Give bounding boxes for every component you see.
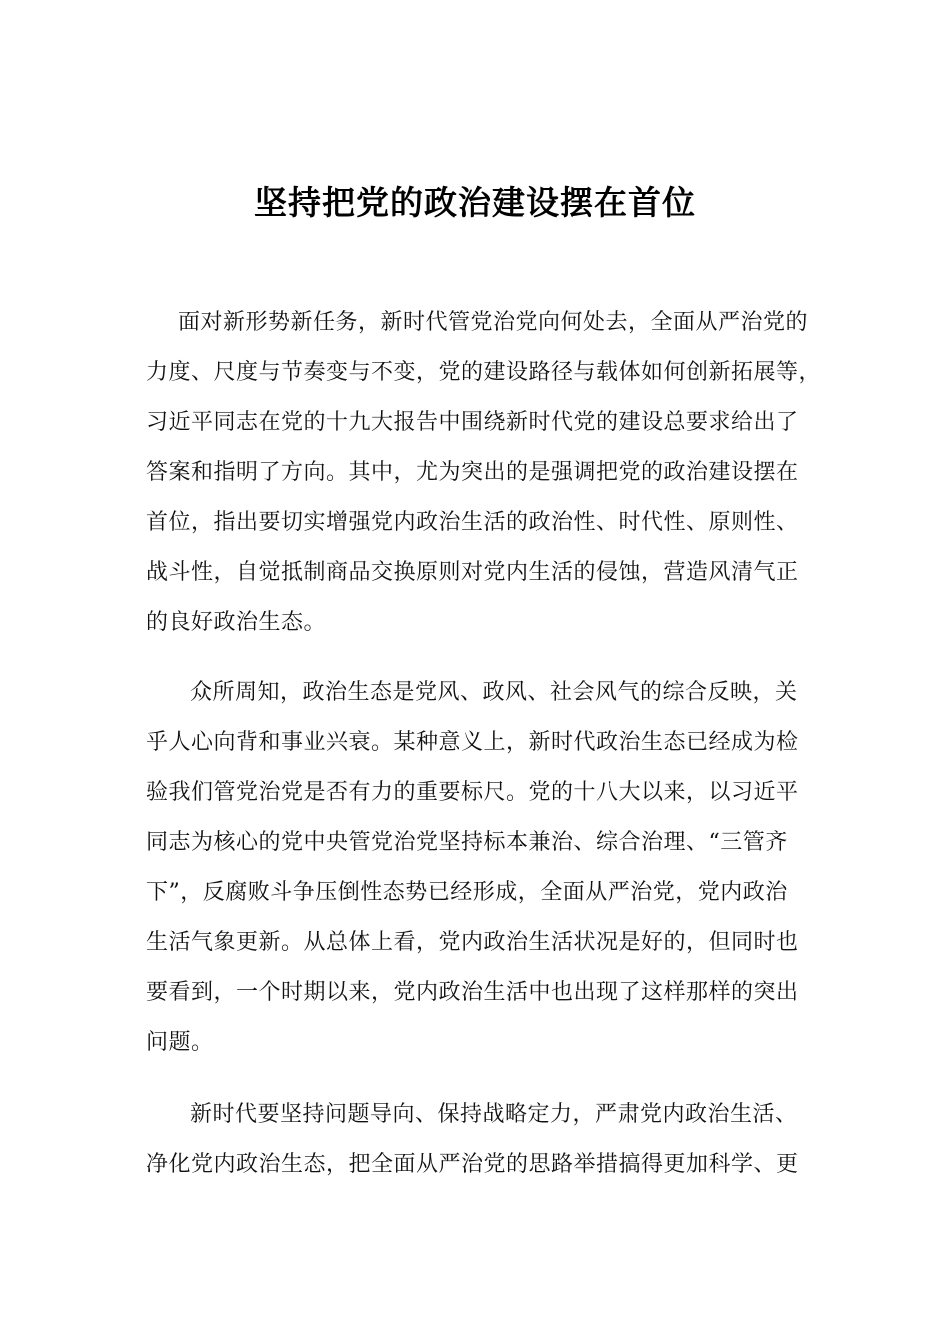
paragraph-line: 验我们管党治党是否有力的重要标尺。党的十八大以来，以习近平 [146, 780, 799, 805]
paragraph-line: 新时代要坚持问题导向、保持战略定力，严肃党内政治生活、 [190, 1102, 798, 1127]
paragraph-line: 下”，反腐败斗争压倒性态势已经形成，全面从严治党，党内政治 [146, 880, 788, 905]
paragraph-line: 习近平同志在党的十九大报告中围绕新时代党的建设总要求给出了 [146, 410, 799, 435]
paragraph-line: 净化党内政治生态，把全面从严治党的思路举措搞得更加科学、更 [146, 1152, 799, 1177]
paragraph-3 [146, 1090, 806, 1190]
paragraph-line: 力度、尺度与节奏变与不变，党的建设路径与载体如何创新拓展等， [146, 360, 822, 385]
paragraph-line: 同志为核心的党中央管党治党坚持标本兼治、综合治理、“三管齐 [146, 830, 788, 855]
paragraph-1 [146, 298, 822, 648]
paragraph-line: 首位，指出要切实增强党内政治生活的政治性、时代性、原则性、 [146, 510, 799, 535]
document-title: 坚持把党的政治建设摆在首位 [254, 183, 696, 222]
paragraph-line: 战斗性，自觉抵制商品交换原则对党内生活的侵蚀，营造风清气正 [146, 560, 799, 585]
paragraph-line: 的良好政治生态。 [146, 610, 327, 635]
paragraph-line: 问题。 [146, 1030, 214, 1055]
paragraph-2 [146, 668, 806, 1068]
paragraph-line: 答案和指明了方向。其中，尤为突出的是强调把党的政治建设摆在 [146, 460, 799, 485]
paragraph-line: 要看到，一个时期以来，党内政治生活中也出现了这样那样的突出 [146, 980, 799, 1005]
paragraph-line: 面对新形势新任务，新时代管党治党向何处去，全面从严治党的 [178, 310, 809, 335]
paragraph-line: 众所周知，政治生态是党风、政风、社会风气的综合反映，关 [190, 680, 798, 705]
paragraph-line: 生活气象更新。从总体上看，党内政治生活状况是好的，但同时也 [146, 930, 799, 955]
paragraph-line: 乎人心向背和事业兴衰。某种意义上，新时代政治生态已经成为检 [146, 730, 799, 755]
